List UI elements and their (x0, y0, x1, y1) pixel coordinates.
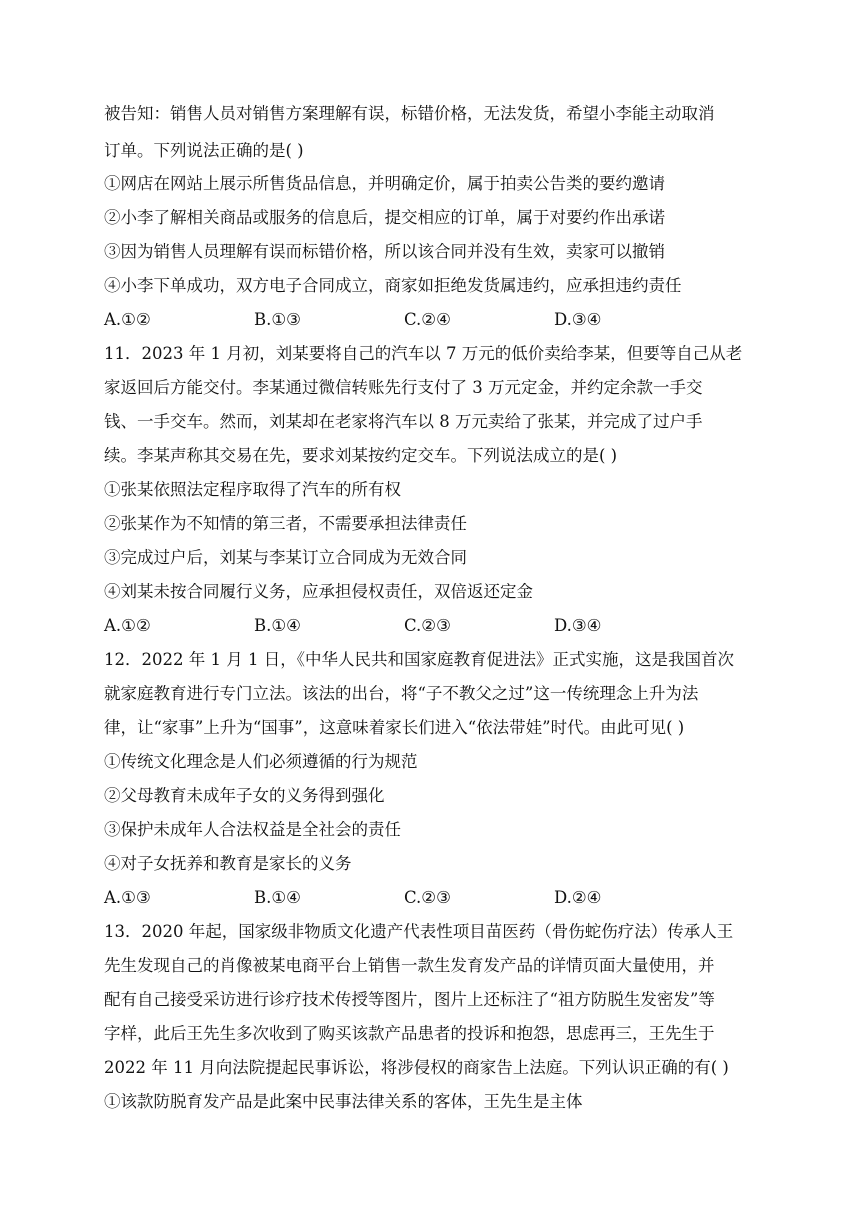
statement-3: ③保护未成年人合法权益是全社会的责任 (104, 820, 401, 839)
question-11-stem: 11．2023 年 1 月初，刘某要将自己的汽车以 7 万元的低价卖给李某，但要等自己从老 (104, 344, 743, 363)
statement-4: ④对子女抚养和教育是家长的义务 (104, 854, 352, 873)
statement-1: ①网店在网站上展示所售货品信息，并明确定价，属于拍卖公告类的要约邀请 (104, 174, 665, 193)
question-text-line: 订单。下列说法正确的是( ) (104, 141, 304, 160)
option-b: B.①③ (254, 310, 301, 329)
statement-1: ①传统文化理念是人们必须遵循的行为规范 (104, 752, 418, 771)
statement-2: ②小李了解相关商品或服务的信息后，提交相应的订单，属于对要约作出承诺 (104, 208, 665, 227)
statement-3: ③因为销售人员理解有误而标错价格，所以该合同并没有生效，卖家可以撤销 (104, 242, 665, 261)
statement-1: ①该款防脱育发产品是此案中民事法律关系的客体，王先生是主体 (104, 1092, 583, 1111)
question-text-line: 先生发现自己的肖像被某电商平台上销售一款生发育发产品的详情页面大量使用，并 (104, 956, 715, 975)
question-text-line: 字样，此后王先生多次收到了购买该款产品患者的投诉和抱怨，思虑再三，王先生于 (104, 1024, 715, 1043)
answer-options (104, 615, 764, 637)
question-text-line: 就家庭教育进行专门立法。该法的出台，将“子不教父之过”这一传统理念上升为法 (104, 684, 699, 703)
option-c: C.②③ (404, 888, 451, 907)
answer-options (104, 309, 764, 331)
option-c: C.②③ (404, 616, 451, 635)
option-b: B.①④ (254, 888, 301, 907)
statement-2: ②张某作为不知情的第三者，不需要承担法律责任 (104, 514, 467, 533)
statement-3: ③完成过户后，刘某与李某订立合同成为无效合同 (104, 548, 467, 567)
option-d: D.③④ (554, 616, 602, 635)
question-text-line: 律，让“家事”上升为“国事”，这意味着家长们进入“依法带娃”时代。由此可见( ) (104, 718, 685, 737)
statement-1: ①张某依照法定程序取得了汽车的所有权 (104, 480, 401, 499)
question-text-line: 被告知：销售人员对销售方案理解有误，标错价格，无法发货，希望小李能主动取消 (104, 104, 715, 123)
question-text-line: 续。李某声称其交易在先，要求刘某按约定交车。下列说法成立的是( ) (104, 446, 618, 465)
answer-options (104, 887, 764, 909)
question-text-line: 配有自己接受采访进行诊疗技术传授等图片，图片上还标注了“祖方防脱生发密发”等 (104, 990, 715, 1009)
question-text-line: 家返回后方能交付。李某通过微信转账先行支付了 3 万元定金，并约定余款一手交 (104, 378, 703, 397)
option-d: D.②④ (554, 888, 602, 907)
option-c: C.②④ (404, 310, 451, 329)
question-text-line: 钱、一手交车。然而，刘某却在老家将汽车以 8 万元卖给了张某，并完成了过户手 (104, 412, 703, 431)
option-d: D.③④ (554, 310, 602, 329)
option-a: A.①② (104, 310, 151, 329)
option-a: A.①② (104, 616, 151, 635)
statement-4: ④刘某未按合同履行义务，应承担侵权责任，双倍返还定金 (104, 582, 533, 601)
option-b: B.①④ (254, 616, 301, 635)
question-text-line: 2022 年 11 月向法院提起民事诉讼，将涉侵权的商家告上法庭。下列认识正确的有( ) (104, 1058, 729, 1077)
option-a: A.①③ (104, 888, 151, 907)
question-13-stem: 13．2020 年起，国家级非物质文化遗产代表性项目苗医药（骨伤蛇伤疗法）传承人王 (104, 922, 734, 941)
statement-4: ④小李下单成功，双方电子合同成立，商家如拒绝发货属违约，应承担违约责任 (104, 276, 682, 295)
question-12-stem: 12．2022 年 1 月 1 日，《中华人民共和国家庭教育促进法》正式实施，这是我国首次 (104, 650, 734, 669)
statement-2: ②父母教育未成年子女的义务得到强化 (104, 786, 385, 805)
